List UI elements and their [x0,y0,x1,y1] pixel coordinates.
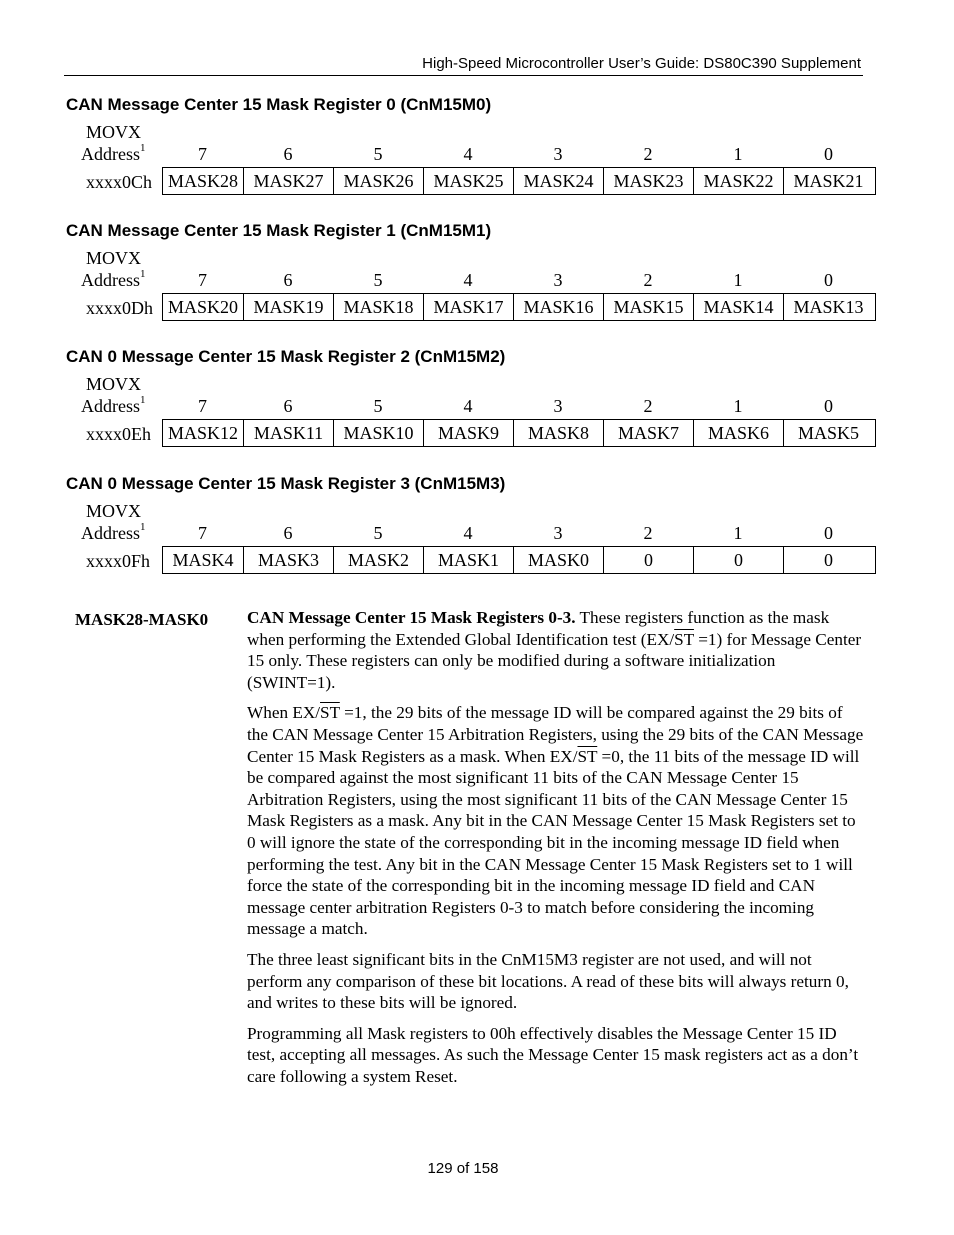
bit-field-cell: MASK24 [514,168,604,194]
bit-field-cell: MASK14 [694,294,784,320]
bit-number: 7 [198,523,207,543]
bit-number: 4 [463,144,473,164]
bit-number-row [162,144,876,166]
address-label [81,396,146,417]
st-overline: $\overline{ST}$ [577,746,598,766]
bit-number: 7 [198,144,207,164]
register-title: CAN Message Center 15 Mask Register 1 (CnM15M1) [66,221,492,240]
bit-number: 4 [463,270,473,290]
bit-field-cell: MASK3 [244,547,334,573]
footnote-marker: 1 [140,268,146,280]
bit-field-cell: MASK26 [334,168,424,194]
bit-number: 1 [733,396,743,416]
bit-field-row [162,167,876,195]
bit-field-cell: MASK21 [793,171,864,191]
bit-field-row [162,293,876,321]
bit-number: 2 [643,523,653,543]
description-body [247,607,867,1096]
bit-field-cell: MASK17 [424,294,514,320]
bit-field-row [162,419,876,447]
register-address: xxxx0Ch [86,172,153,192]
bit-field-cell: MASK13 [793,297,864,317]
bit-number: 1 [733,270,743,290]
st-overline: $\overline{ST}$ [320,703,340,723]
address-label-text: Address [81,270,140,290]
bit-field-cell: MASK23 [604,168,694,194]
address-label-text: Address [81,396,140,416]
bit-field-cell: MASK15 [604,294,694,320]
bit-field-cell: MASK4 [163,547,244,573]
bit-number: 2 [643,396,653,416]
bit-field-cell: MASK18 [334,294,424,320]
bit-field-cell: MASK28 [163,168,244,194]
register-address: xxxx0Dh [86,298,153,318]
register-block [0,221,954,331]
bit-field-cell: 0 [694,547,784,573]
description-paragraph-4: Programming all Mask registers to 00h effectively disables the Message Center 15 ID test, accepting all messages. As such the Message Center 15 mask registers act as a don’t care following a system Reset. [247,1023,859,1086]
bit-field-cell: MASK5 [797,423,859,443]
description-paragraph-3: The three least significant bits in the CnM15M3 register are not used, and will not perform any comparison of these bit locations. A read of these bits will always return 0, and writes to these bits will be ignored. [247,949,849,1013]
bit-field-row [162,546,876,574]
page-header: High-Speed Microcontroller User’s Guide: DS80C390 Supplement [422,55,861,72]
bit-number: 5 [373,396,383,416]
bit-number: 2 [643,270,653,290]
description-text: =1, the 29 bits of the message ID will be compared against the 29 bits of the CAN Message Center 15 Arbitration Registers, using the 29 bits of the CAN Message Center 15 Mask Registers as a mask. When EX/ [247,703,864,766]
register-address: xxxx0Eh [86,424,151,444]
bit-field-cell: MASK2 [334,547,424,573]
bit-field-cell: MASK20 [163,294,244,320]
bit-field-cell: MASK25 [424,168,514,194]
page-number: 129 of 158 [427,1160,499,1177]
bit-field-cell: MASK8 [514,420,604,446]
bit-number: 4 [463,523,473,543]
description-term: MASK28-MASK0 [75,610,209,629]
bit-number: 6 [283,396,293,416]
bit-number-row [162,396,876,418]
bit-number: 5 [373,270,383,290]
address-label [81,523,146,544]
bit-field-cell: MASK12 [163,420,244,446]
bit-number: 6 [283,144,293,164]
bit-number: 0 [824,396,833,416]
bit-field-cell: 0 [604,547,694,573]
bit-field-cell: MASK7 [604,420,694,446]
register-block [0,347,954,457]
description-text: These registers function as the mask when performing the Extended Global Identification test (EX/ [247,608,830,649]
bit-number-row [162,270,876,292]
bit-number: 4 [463,396,473,416]
register-block [0,95,954,205]
bit-field-cell: MASK19 [244,294,334,320]
description-heading: CAN Message Center 15 Mask Registers 0-3. [247,608,576,627]
bit-number: 5 [373,523,383,543]
bit-number: 3 [553,144,563,164]
register-title: CAN Message Center 15 Mask Register 0 (CnM15M0) [66,95,492,114]
movx-label: MOVX [86,501,142,521]
bit-field-cell: 0 [824,550,833,570]
address-label-text: Address [81,144,140,164]
register-address: xxxx0Fh [86,551,151,571]
bit-field-cell: MASK27 [244,168,334,194]
bit-number: 3 [553,396,563,416]
bit-number: 2 [643,144,653,164]
bit-number: 3 [553,270,563,290]
st-overline: $\overline{ST}$ [674,629,694,649]
bit-number: 7 [198,396,207,416]
footnote-marker: 1 [140,142,146,154]
description-paragraph-1 [247,607,867,693]
bit-number: 1 [733,144,743,164]
address-label [81,144,146,165]
register-title: CAN 0 Message Center 15 Mask Register 2 (CnM15M2) [66,347,506,366]
footnote-marker: 1 [140,394,146,406]
bit-field-cell: MASK9 [424,420,514,446]
bit-field-cell: MASK11 [244,420,334,446]
footnote-marker: 1 [140,521,146,533]
bit-number: 0 [824,270,833,290]
description-text: =1) for Message Center 15 only. These registers can only be modified during a software initialization (SWINT=1). [247,629,862,692]
description-paragraph-2 [247,702,867,940]
bit-number: 6 [283,523,293,543]
bit-number: 7 [198,270,207,290]
address-label [81,270,146,291]
description-text: =0, the 11 bits of the message ID will be compared against the most significant 11 bits of the CAN Message Center 15 Arbitration Registers, using the most significant 11 bits of the CAN Message Center 15 Mask Registers as a mask. Any bit in the CAN Message Center 15 Mask Registers set to 0 will ignore the state of the corresponding bit in the incoming message ID field when performing the test. Any bit in the CAN Message Center 15 Mask Registers set to 1 will force the state of the corresponding bit in the incoming message ID field and CAN message center arbitration Registers 0-3 to match before considering the incoming message a match. [247,746,860,939]
bit-number: 1 [733,523,743,543]
address-label-text: Address [81,523,140,543]
bit-field-cell: MASK0 [514,547,604,573]
register-title: CAN 0 Message Center 15 Mask Register 3 (CnM15M3) [66,474,506,493]
bit-number: 5 [373,144,383,164]
movx-label: MOVX [86,374,142,394]
movx-label: MOVX [86,122,142,142]
movx-label: MOVX [86,248,142,268]
bit-number-row [162,523,876,545]
bit-field-cell: MASK1 [424,547,514,573]
bit-field-cell: MASK22 [694,168,784,194]
bit-number: 0 [824,523,833,543]
description-text: When EX/ [247,703,321,723]
bit-field-cell: MASK16 [514,294,604,320]
bit-field-cell: MASK10 [334,420,424,446]
bit-field-cell: MASK6 [694,420,784,446]
register-block [0,474,954,584]
bit-number: 6 [283,270,293,290]
bit-number: 0 [824,144,833,164]
bit-number: 3 [553,523,563,543]
header-rule [64,75,863,76]
